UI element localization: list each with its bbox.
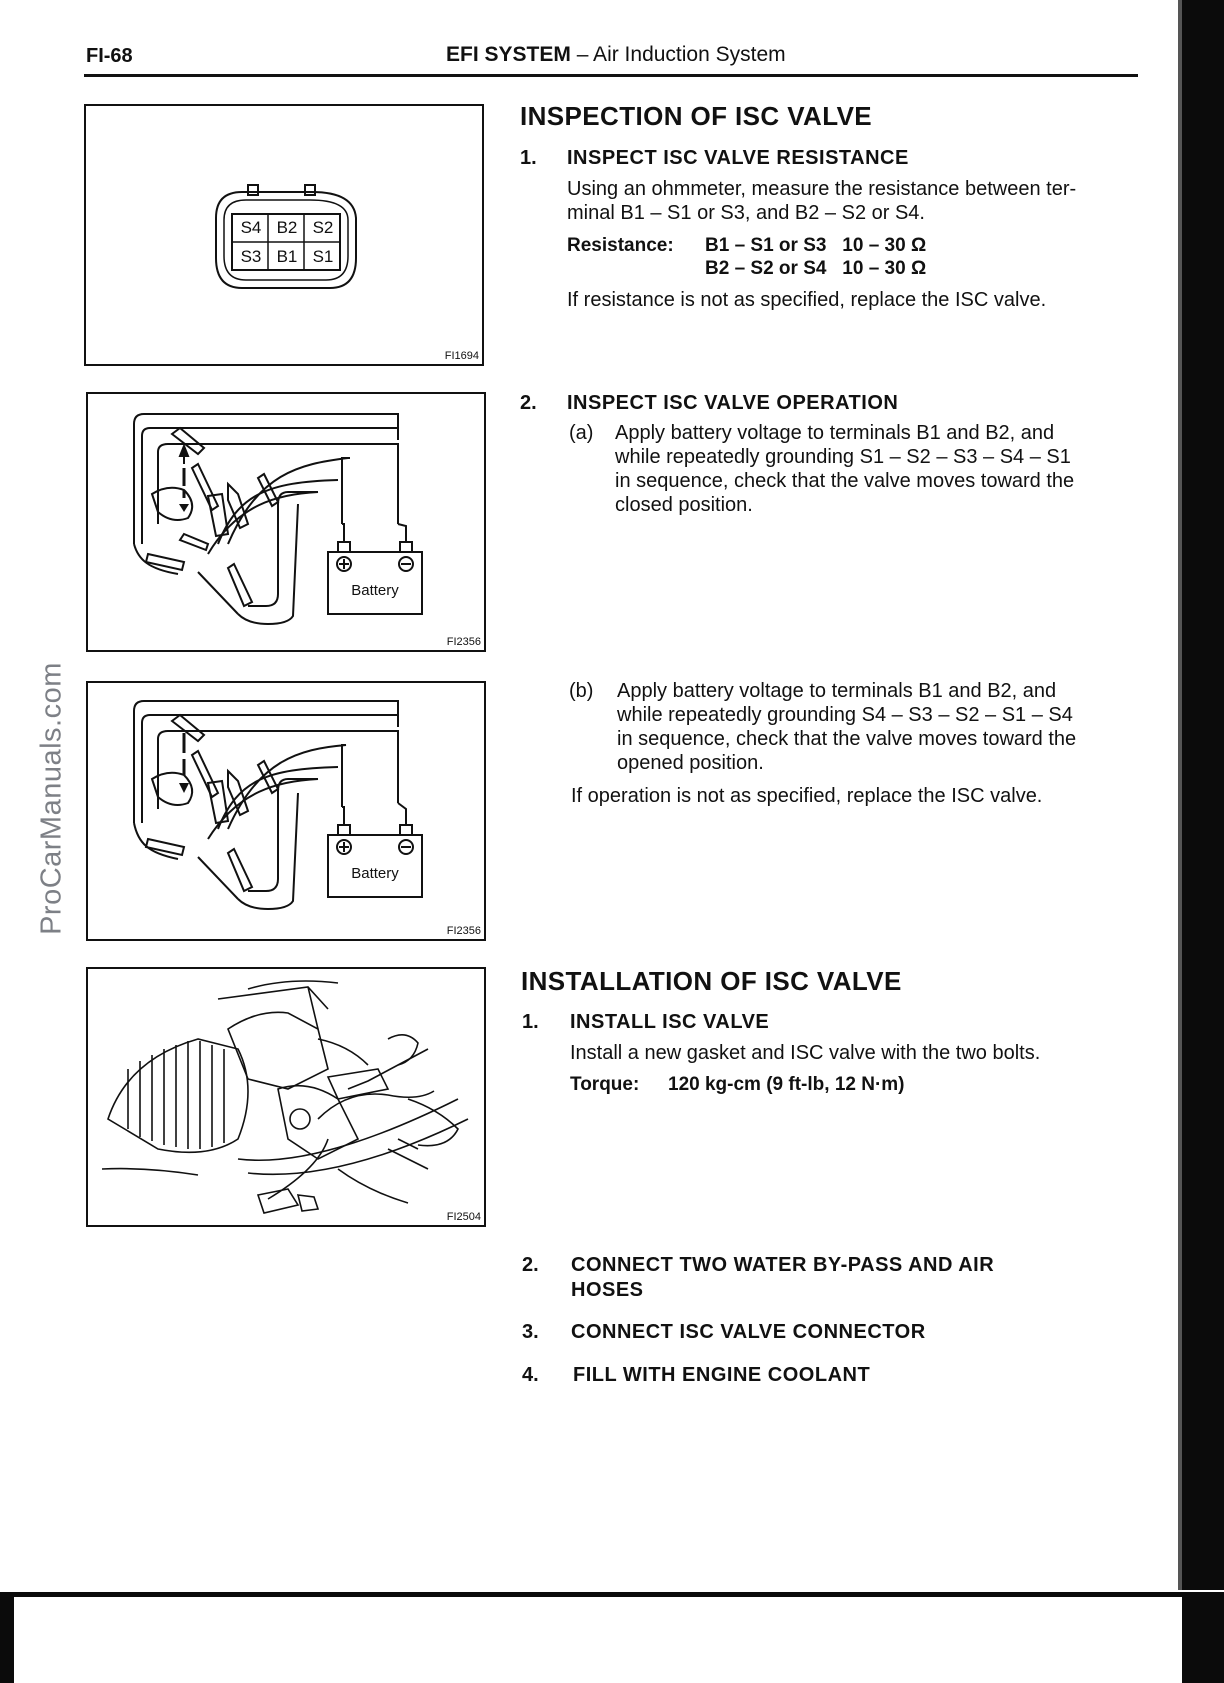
body-line: Apply battery voltage to terminals B1 and B2, and: [615, 422, 1055, 444]
body-line: minal B1 – S1 or S3, and B2 – S2 or S4.: [567, 202, 925, 224]
resistance-spec-1: B1 – S1 or S3 10 – 30 Ω: [705, 235, 927, 256]
step-title-cont: HOSES: [571, 1279, 644, 1301]
substep-b-body: [617, 679, 1132, 775]
substep-a-body: [615, 421, 1130, 517]
figure-connector: [84, 104, 484, 366]
body-line: while repeatedly grounding S4 – S3 – S2 – S1 – S4: [617, 704, 1073, 726]
step-body: Install a new gasket and ISC valve with the two bolts.: [570, 1042, 1041, 1064]
resistance-spec-2: B2 – S2 or S4 10 – 30 Ω: [705, 258, 927, 279]
step-title: CONNECT ISC VALVE CONNECTOR: [571, 1321, 926, 1343]
step-title: INSTALL ISC VALVE: [570, 1011, 770, 1033]
header-section: EFI SYSTEM: [446, 43, 571, 66]
body-line: opened position.: [617, 752, 764, 774]
figure-code: FI2356: [446, 636, 481, 648]
substep-label: (b): [569, 680, 594, 702]
substep-label: (a): [569, 422, 594, 444]
header-rule: [84, 74, 1138, 77]
inspection-heading: INSPECTION OF ISC VALVE: [520, 101, 873, 131]
step-number: 2.: [522, 1254, 539, 1276]
install-illustration: [88, 969, 484, 1225]
step-title: INSPECT ISC VALVE RESISTANCE: [567, 147, 909, 169]
figure-operation-b: [86, 681, 486, 941]
figure-code: FI1694: [444, 350, 479, 362]
body-line: Using an ohmmeter, measure the resistance between ter-: [567, 178, 1077, 200]
figure-code: FI2356: [446, 925, 481, 937]
body-line: closed position.: [615, 494, 753, 516]
body-line: while repeatedly grounding S1 – S2 – S3 – S4 – S1: [615, 446, 1071, 468]
battery-label: Battery: [351, 582, 399, 599]
figure-operation-a: [86, 392, 486, 652]
body-line: in sequence, check that the valve moves toward the: [615, 470, 1075, 492]
torque-label: Torque:: [570, 1074, 640, 1095]
operation-note: If operation is not as specified, replace the ISC valve.: [571, 785, 1043, 807]
terminal-s3: S3: [240, 247, 262, 266]
terminal-s2: S2: [312, 218, 334, 237]
terminal-s4: S4: [240, 218, 262, 237]
figure-install: [86, 967, 486, 1227]
terminal-b1: B1: [276, 247, 298, 266]
figure-code: FI2504: [446, 1211, 481, 1223]
header-subsection: – Air Induction System: [576, 43, 786, 66]
battery-label: Battery: [351, 865, 399, 882]
body-line: Apply battery voltage to terminals B1 and B2, and: [617, 680, 1057, 702]
step-number: 1.: [522, 1011, 539, 1033]
step-number: 2.: [520, 392, 537, 414]
terminal-s1: S1: [312, 247, 334, 266]
installation-heading: INSTALLATION OF ISC VALVE: [521, 966, 902, 996]
step-title: INSPECT ISC VALVE OPERATION: [567, 392, 899, 414]
valve-battery-diagram-b: [88, 683, 484, 939]
resistance-note: If resistance is not as specified, replace the ISC valve.: [567, 289, 1047, 311]
step-title: FILL WITH ENGINE COOLANT: [573, 1364, 871, 1386]
step-body: [567, 177, 1127, 225]
page-header-title: [446, 43, 786, 67]
step-number: 4.: [522, 1364, 539, 1386]
page-code: FI-68: [86, 45, 133, 67]
watermark: ProCarManuals.com: [35, 662, 68, 935]
scan-bottom-margin: [14, 1597, 1182, 1683]
step-number: 3.: [522, 1321, 539, 1343]
resistance-label: Resistance:: [567, 235, 674, 256]
step-number: 1.: [520, 147, 537, 169]
valve-battery-diagram-a: [88, 394, 484, 650]
terminal-b2: B2: [276, 218, 298, 237]
torque-value: 120 kg-cm (9 ft-lb, 12 N·m): [668, 1074, 905, 1095]
step-title: CONNECT TWO WATER BY-PASS AND AIR: [571, 1254, 995, 1276]
body-line: in sequence, check that the valve moves toward the: [617, 728, 1077, 750]
scan-edge-right: [1182, 0, 1224, 1590]
